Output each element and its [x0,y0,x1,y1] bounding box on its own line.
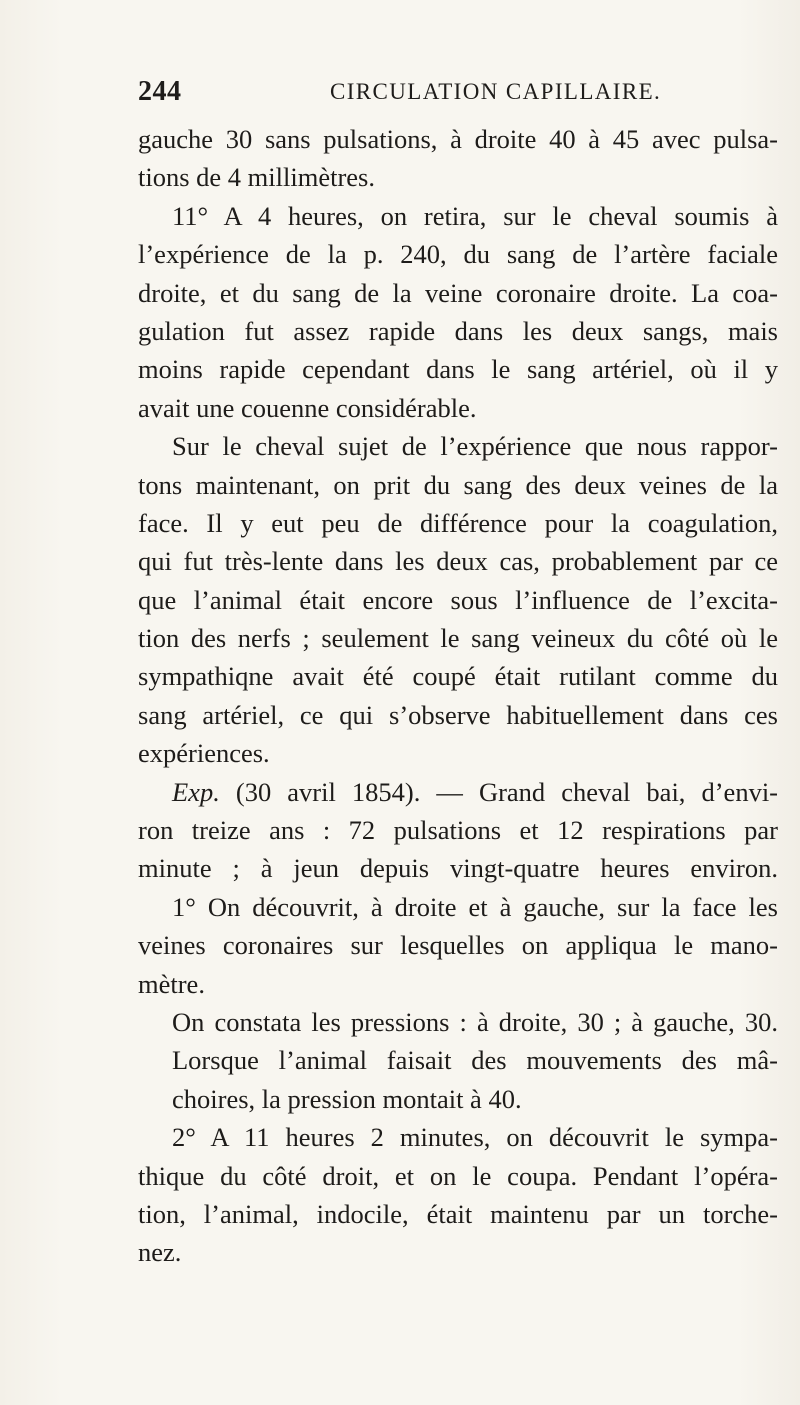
text-line: sympathiqne avait été coupé était rutilant comme du [138,661,778,692]
text-line: tion, l’animal, indocile, était maintenu par un torche- [138,1198,778,1229]
text-line: face. Il y eut peu de différence pour la coagulation, [138,507,778,538]
text-line: tion des nerfs ; seulement le sang veineux du côté où le [138,623,778,654]
text-line: choires, la pression montait à 40. [172,1083,522,1114]
running-title: CIRCULATION CAPILLAIRE. [330,79,662,104]
text-line: tons maintenant, on prit du sang des deux veines de la [138,469,778,500]
text-line: moins rapide cependant dans le sang artériel, où il y [138,354,778,385]
text-line-exp [138,773,778,811]
exp-label: Exp. [172,776,220,807]
text-line: tions de 4 millimètres. [138,162,375,193]
text-line: ron treize ans : 72 pulsations et 12 respirations par [138,815,778,846]
page-number: 244 [138,76,182,107]
text-line: que l’animal était encore sous l’influence de l’excita- [138,584,778,615]
text-line: expériences. [138,738,270,769]
page-header [138,76,778,116]
text-line: veines coronaires sur lesquelles on appliqua le mano- [138,930,778,961]
text-line: droite, et du sang de la veine coronaire droite. La coa- [138,277,778,308]
text-line: gulation fut assez rapide dans les deux sangs, mais [138,315,778,346]
text-line: thique du côté droit, et on le coupa. Pendant l’opéra- [138,1160,778,1191]
text-line: 2° A 11 heures 2 minutes, on découvrit le sympa- [172,1122,778,1153]
text-line: avait une couenne considérable. [138,392,477,423]
text-line: 11° A 4 heures, on retira, sur le cheval soumis à [172,200,778,231]
text-line: l’expérience de la p. 240, du sang de l’artère faciale [138,239,778,270]
text-line: qui fut très-lente dans les deux cas, probablement par ce [138,546,778,577]
text-line: sang artériel, ce qui s’observe habituellement dans ces [138,699,778,730]
text-line: 1° On découvrit, à droite et à gauche, sur la face les [172,891,778,922]
text-line: Lorsque l’animal faisait des mouvements des mâ- [172,1045,778,1076]
text-line: minute ; à jeun depuis vingt-quatre heures environ. [138,853,778,884]
exp-text: (30 avril 1854). — Grand cheval bai, d’envi- [235,776,779,807]
text-line: nez. [138,1237,182,1268]
text-line: Sur le cheval sujet de l’expérience que nous rappor- [172,431,778,462]
text-line: gauche 30 sans pulsations, à droite 40 à 45 avec pulsa- [138,124,778,154]
text-line: On constata les pressions : à droite, 30 ; à gauche, 30. [172,1006,778,1037]
text-line: mètre. [138,968,205,999]
body-text [138,120,778,1272]
